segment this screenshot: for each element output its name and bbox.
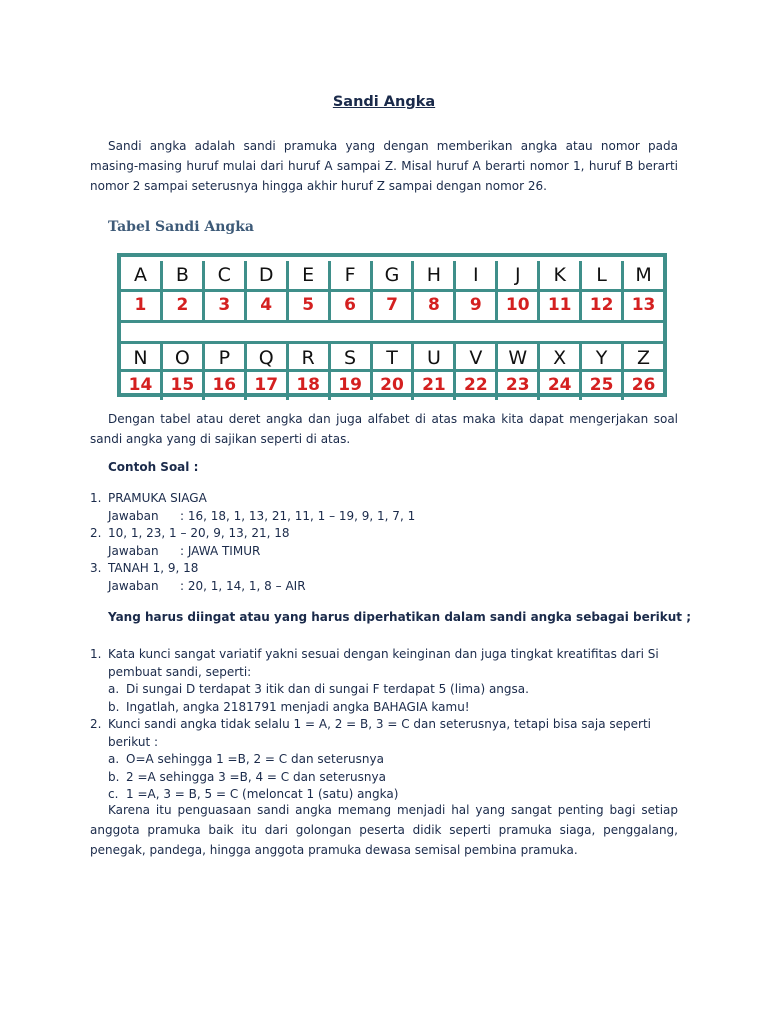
after-table-paragraph xyxy=(90,409,678,449)
cipher-number: 13 xyxy=(621,292,663,320)
cipher-letter: M xyxy=(621,261,663,289)
cipher-letter: S xyxy=(328,344,370,372)
rule-item: 2. Kunci sandi angka tidak selalu 1 = A, 2 = B, 3 = C dan seterusnya, tetapi bisa saja seperti berikut : xyxy=(90,717,651,749)
examples-heading: Contoh Soal : xyxy=(108,460,199,474)
example-answer: Jawaban : 16, 18, 1, 13, 21, 11, 1 – 19, 9, 1, 7, 1 xyxy=(108,508,416,523)
numbers-row-14-26 xyxy=(121,369,663,400)
cipher-letter: U xyxy=(411,344,453,372)
cipher-letter: K xyxy=(537,261,579,289)
cipher-letter: B xyxy=(160,261,202,289)
cipher-number: 6 xyxy=(328,292,370,320)
cipher-letter: L xyxy=(579,261,621,289)
rule-sub-item: b. 2 =A sehingga 3 =B, 4 = C dan seterusnya xyxy=(108,769,386,784)
numbers-row-1-13 xyxy=(121,289,663,323)
cipher-number: 2 xyxy=(160,292,202,320)
letters-row-a-m xyxy=(121,261,663,289)
cipher-number: 5 xyxy=(286,292,328,320)
cipher-letter: V xyxy=(453,344,495,372)
document-title: Sandi Angka xyxy=(332,94,436,110)
example-answer: Jawaban : 20, 1, 14, 1, 8 – AIR xyxy=(108,578,306,593)
cipher-letter: W xyxy=(495,344,537,372)
cipher-number: 10 xyxy=(495,292,537,320)
after-table-text: Dengan tabel atau deret angka dan juga alfabet di atas maka kita dapat mengerjakan soal sandi angka yang di sajikan seperti di atas. xyxy=(90,412,678,446)
cipher-number: 7 xyxy=(370,292,412,320)
intro-text: Sandi angka adalah sandi pramuka yang dengan memberikan angka atau nomor pada masing-masing huruf mulai dari huruf A sampai Z. Misal huruf A berarti nomor 1, huruf B berarti nomor 2 sampai seterusnya hingga akhir huruf Z sampai dengan nomor 26. xyxy=(90,139,678,193)
cipher-letter: X xyxy=(537,344,579,372)
cipher-letter: D xyxy=(244,261,286,289)
cipher-number: 19 xyxy=(328,372,370,400)
cipher-number: 4 xyxy=(244,292,286,320)
example-question: 3. TANAH 1, 9, 18 xyxy=(90,561,199,575)
cipher-number: 11 xyxy=(537,292,579,320)
cipher-number: 16 xyxy=(202,372,244,400)
cipher-number: 22 xyxy=(453,372,495,400)
cipher-number: 3 xyxy=(202,292,244,320)
cipher-number: 25 xyxy=(579,372,621,400)
rule-sub-item: a. O=A sehingga 1 =B, 2 = C dan seterusnya xyxy=(108,752,384,766)
cipher-number: 15 xyxy=(160,372,202,400)
cipher-number: 26 xyxy=(621,372,663,400)
cipher-letter: A xyxy=(133,264,147,286)
notes-heading: Yang harus diingat atau yang harus diperhatikan dalam sandi angka sebagai berikut ; xyxy=(108,610,691,624)
cipher-number: 12 xyxy=(579,292,621,320)
cipher-letter: T xyxy=(370,344,412,372)
rule-sub-item: a. Di sungai D terdapat 3 itik dan di sungai F terdapat 5 (lima) angsa. xyxy=(108,682,529,696)
rule-sub-item: b. Ingatlah, angka 2181791 menjadi angka BAHAGIA kamu! xyxy=(108,699,470,714)
cipher-number: 20 xyxy=(370,372,412,400)
cipher-letter: N xyxy=(133,347,148,369)
closing-text: Karena itu penguasaan sandi angka memang menjadi hal yang sangat penting bagi setiap anggota pramuka baik itu dari golongan peserta didik seperti pramuka siaga, penggalang, penegak, pandega, hingga anggota pramuka dewasa semisal pembina pramuka. xyxy=(90,803,678,857)
example-answer: Jawaban : JAWA TIMUR xyxy=(108,543,261,558)
example-question: 1. PRAMUKA SIAGA xyxy=(90,491,207,505)
intro-paragraph xyxy=(90,136,678,196)
cipher-letter: I xyxy=(453,261,495,289)
cipher-number: 9 xyxy=(453,292,495,320)
example-question: 2. 10, 1, 23, 1 – 20, 9, 13, 21, 18 xyxy=(90,526,290,540)
cipher-number: 14 xyxy=(128,375,153,395)
rule-sub-item: c. 1 =A, 3 = B, 5 = C (meloncat 1 (satu) angka) xyxy=(108,787,399,801)
cipher-number: 23 xyxy=(495,372,537,400)
rule-item: 1. Kata kunci sangat variatif yakni sesuai dengan keinginan dan juga tingkat kreatifitas dari Si pembuat sandi, seperti: xyxy=(90,647,659,679)
cipher-number: 18 xyxy=(286,372,328,400)
cipher-number: 17 xyxy=(244,372,286,400)
examples-list xyxy=(90,490,415,595)
cipher-letter: C xyxy=(202,261,244,289)
cipher-letter: G xyxy=(370,261,412,289)
cipher-letter: Q xyxy=(244,344,286,372)
letters-row-n-z xyxy=(121,341,663,372)
cipher-table xyxy=(117,253,667,397)
cipher-number: 24 xyxy=(537,372,579,400)
cipher-letter: Y xyxy=(579,344,621,372)
cipher-number: 1 xyxy=(134,295,147,315)
cipher-letter: R xyxy=(286,344,328,372)
cipher-letter: E xyxy=(286,261,328,289)
rules-list xyxy=(90,646,680,804)
cipher-letter: P xyxy=(202,344,244,372)
cipher-letter: H xyxy=(411,261,453,289)
cipher-letter: Z xyxy=(621,344,663,372)
cipher-letter: F xyxy=(328,261,370,289)
table-heading: Tabel Sandi Angka xyxy=(108,219,254,235)
cipher-number: 21 xyxy=(411,372,453,400)
cipher-letter: O xyxy=(160,344,202,372)
cipher-letter: J xyxy=(495,261,537,289)
closing-paragraph xyxy=(90,800,678,860)
cipher-number: 8 xyxy=(411,292,453,320)
